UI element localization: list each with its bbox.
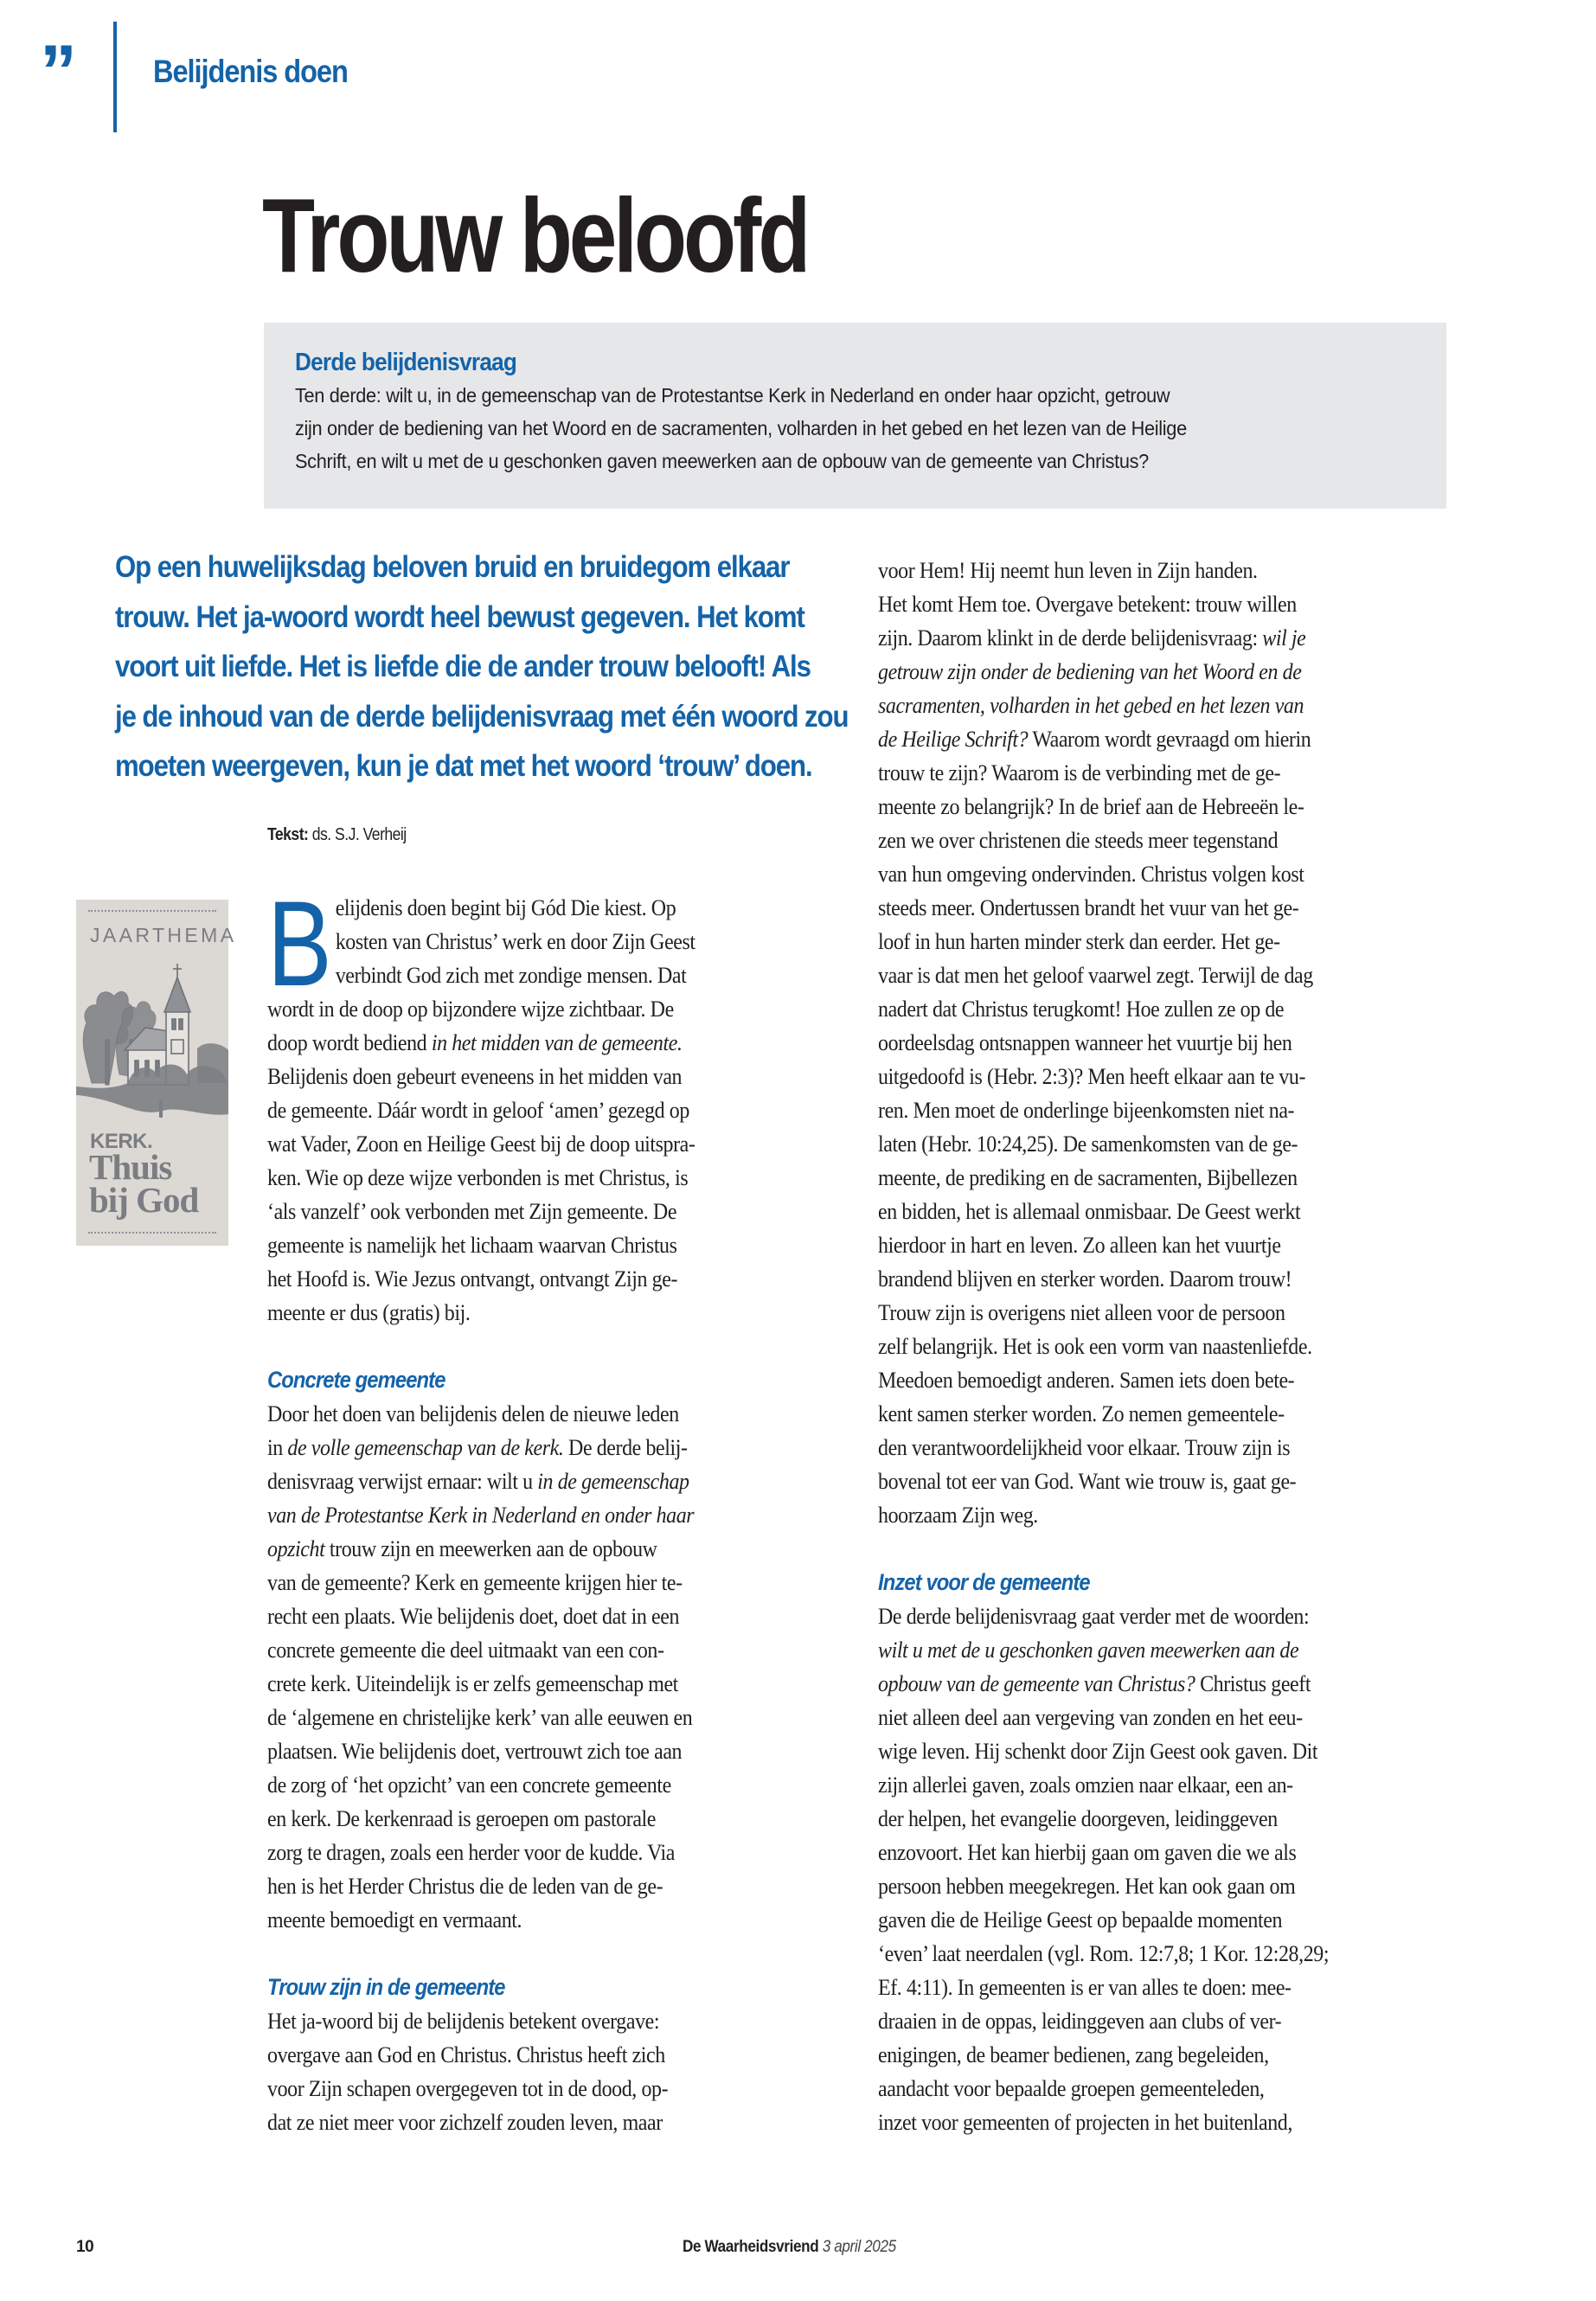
text-line <box>267 891 790 925</box>
text: trouw te zijn? Waarom is de verbinding met de ge- <box>878 760 1281 785</box>
jaarthema-thuis: Thuis <box>89 1147 172 1187</box>
text-line <box>267 1127 790 1161</box>
text-line <box>878 621 1401 655</box>
text-line <box>267 1869 790 1903</box>
paragraph <box>267 875 838 1330</box>
italic-text: in het midden van de gemeente. <box>431 1030 683 1055</box>
text-line <box>267 2072 790 2106</box>
intro-line: Op een huwelijksdag beloven bruid en bruidegom elkaar <box>115 550 790 584</box>
subheading-inzet: Inzet voor de gemeente <box>878 1569 1090 1595</box>
text-line <box>267 958 790 992</box>
text-line <box>878 824 1401 857</box>
text: oordeelsdag ontsnappen wanneer het vuurtje bij hen <box>878 1030 1292 1055</box>
text: concrete gemeente die deel uitmaakt van een con- <box>267 1638 664 1663</box>
text: zorg te dragen, zoals een herder voor de kudde. Via <box>267 1840 676 1865</box>
text-line <box>267 1161 790 1195</box>
text-line <box>878 2038 1401 2072</box>
text: plaatsen. Wie belijdenis doet, vertrouwt zich toe aan <box>267 1739 683 1764</box>
text: ken. Wie op deze wijze verbonden is met Christus, is <box>267 1165 689 1190</box>
text-line <box>878 1802 1401 1836</box>
text-line <box>878 1869 1401 1903</box>
text-line <box>878 1093 1401 1127</box>
text: kent samen sterker worden. Zo nemen gemeentele- <box>878 1401 1285 1426</box>
text: de gemeente. Dáár wordt in geloof ‘amen’ gezegd op <box>267 1098 689 1123</box>
question-box-heading: Derde belijdenisvraag <box>295 349 517 376</box>
italic-text: wil je <box>1262 625 1306 651</box>
page-number: 10 <box>76 2238 94 2256</box>
text-line <box>878 1026 1401 1060</box>
text: hoorzaam Zijn weg. <box>878 1503 1038 1528</box>
text-line <box>267 1802 790 1836</box>
text: Het ja-woord bij de belijdenis betekent overgave: <box>267 2009 660 2034</box>
publication-name: De Waarheidsvriend <box>683 2238 819 2256</box>
text: enigingen, de beamer bedienen, zang begeleiden, <box>878 2042 1269 2067</box>
text-line <box>878 2072 1401 2106</box>
text-line <box>878 1465 1401 1498</box>
text-line <box>878 925 1401 958</box>
text: recht een plaats. Wie belijdenis doet, doet dat in een <box>267 1604 680 1629</box>
text: Christus geeft <box>1195 1671 1311 1696</box>
jaarthema-bij-god: bij God <box>89 1180 199 1220</box>
text: voor Zijn schapen overgegeven tot in de dood, op- <box>267 2076 669 2101</box>
text-line <box>267 1566 790 1599</box>
text-line <box>267 1262 790 1296</box>
drop-cap: B <box>267 875 332 1011</box>
text: hen is het Herder Christus die de leden van de ge- <box>267 1874 663 1899</box>
text: loof in hun harten minder sterk dan eerder. Het ge- <box>878 929 1280 954</box>
text-line <box>878 992 1401 1026</box>
text-line <box>878 1431 1401 1465</box>
byline <box>267 825 407 845</box>
text: overgave aan God en Christus. Christus heeft zich <box>267 2042 665 2067</box>
text-line <box>267 1768 790 1802</box>
dotted-divider <box>88 910 216 912</box>
church-illustration-icon <box>76 953 228 1126</box>
text-line <box>878 1768 1401 1802</box>
text-line <box>878 1228 1401 1262</box>
text: meente bemoedigt en vermaant. <box>267 1907 522 1932</box>
text-line <box>878 1195 1401 1228</box>
text-line <box>878 1262 1401 1296</box>
text: Belijdenis doen gebeurt eveneens in het midden van <box>267 1064 683 1089</box>
text-line <box>878 1296 1401 1330</box>
text: ‘even’ laat neerdalen (vgl. Rom. 12:7,8; 1 Kor. 12:28,29; <box>878 1941 1330 1966</box>
text: de ‘algemene en christelijke kerk’ van alle eeuwen en <box>267 1705 693 1730</box>
text-line <box>267 1296 790 1330</box>
text-line <box>878 857 1401 891</box>
text: wat Vader, Zoon en Heilige Geest bij de doop uitspra- <box>267 1131 695 1157</box>
text-line <box>878 2004 1401 2038</box>
text: elijdenis doen begint bij Gód Die kiest. Op <box>335 895 676 920</box>
jaarthema-kerk: KERK. <box>90 1130 153 1153</box>
text-line <box>267 1431 790 1465</box>
text: enzovoort. Het kan hierbij gaan om gaven die we als <box>878 1840 1297 1865</box>
text: zijn allerlei gaven, zoals omzien naar elkaar, een an- <box>878 1772 1293 1798</box>
text-line <box>267 1060 790 1093</box>
text-line <box>267 2038 790 2072</box>
text: steeds meer. Ondertussen brandt het vuur van het ge- <box>878 895 1299 920</box>
intro-line: voort uit liefde. Het is liefde die de ander trouw belooft! Als <box>115 650 811 683</box>
header-divider <box>113 22 117 132</box>
body-column-right <box>878 554 1449 2139</box>
text-line <box>267 1836 790 1869</box>
text-line <box>878 1363 1401 1397</box>
paragraph <box>878 1599 1449 2139</box>
text-line <box>878 1330 1401 1363</box>
text: Waarom wordt gevraagd om hierin <box>1028 727 1311 752</box>
article-intro <box>115 542 854 792</box>
text: Trouw zijn is overigens niet alleen voor de persoon <box>878 1300 1285 1325</box>
italic-text: van de Protestantse Kerk in Nederland en onder haar <box>267 1503 695 1528</box>
text: De derde belij- <box>563 1435 688 1460</box>
text: meente zo belangrijk? In de brief aan de Hebreeën le- <box>878 794 1304 819</box>
text-line <box>878 958 1401 992</box>
italic-text: sacramenten, volharden in het gebed en het lezen van <box>878 693 1304 718</box>
text-line <box>878 689 1401 722</box>
question-box <box>264 323 1446 509</box>
text-line <box>878 1633 1401 1667</box>
text: uitgedoofd is (Hebr. 2:3)? Men heeft elkaar aan te vu- <box>878 1064 1306 1089</box>
text-line <box>267 1026 790 1060</box>
italic-text: de Heilige Schrift? <box>878 727 1029 752</box>
text-line <box>878 1060 1401 1093</box>
text-line <box>878 1734 1401 1768</box>
text: brandend blijven en sterker worden. Daarom trouw! <box>878 1266 1292 1292</box>
jaarthema-tagline <box>89 1147 199 1220</box>
text-line <box>878 1836 1401 1869</box>
text-line <box>267 1701 790 1734</box>
text: hierdoor in hart en leven. Zo alleen kan het vuurtje <box>878 1233 1281 1258</box>
byline-author: ds. S.J. Verheij <box>311 825 407 844</box>
text: Meedoen bemoedigt anderen. Samen iets doen bete- <box>878 1368 1295 1393</box>
text-line <box>878 1599 1401 1633</box>
paragraph <box>878 554 1449 1532</box>
text-line <box>267 1532 790 1566</box>
text-line <box>267 992 790 1026</box>
subheading-concrete-gemeente: Concrete gemeente <box>267 1367 445 1393</box>
text-line <box>267 1667 790 1701</box>
paragraph <box>267 1397 838 1937</box>
text: gemeente is namelijk het lichaam waarvan Christus <box>267 1233 677 1258</box>
text-line <box>267 1093 790 1127</box>
text-line <box>878 1903 1401 1937</box>
text: wige leven. Hij schenkt door Zijn Geest ook gaven. Dit <box>878 1739 1318 1764</box>
text: aandacht voor bepaalde groepen gemeenteleden, <box>878 2076 1265 2101</box>
question-box-line: Ten derde: wilt u, in de gemeenschap van de Protestantse Kerk in Nederland en onder haar opzicht, getrouw <box>295 384 1170 407</box>
text: in <box>267 1435 288 1460</box>
text: en bidden, het is allemaal onmisbaar. De Geest werkt <box>878 1199 1301 1224</box>
text: gaven die de Heilige Geest op bepaalde momenten <box>878 1907 1283 1932</box>
text-line <box>267 925 790 958</box>
text-line <box>878 790 1401 824</box>
text-line <box>878 1667 1401 1701</box>
text: dat ze niet meer voor zichzelf zouden leven, maar <box>267 2110 663 2135</box>
jaarthema-label: JAARTHEMA <box>90 924 237 946</box>
dotted-divider <box>88 1232 216 1234</box>
italic-text: opzicht <box>267 1536 325 1561</box>
text: het Hoofd is. Wie Jezus ontvangt, ontvangt Zijn ge- <box>267 1266 678 1292</box>
body-column-left <box>267 875 838 2139</box>
text-line <box>878 2106 1401 2139</box>
italic-text: wilt u met de u geschonken gaven meewerken aan de <box>878 1638 1299 1663</box>
text: verbindt God zich met zondige mensen. Dat <box>335 963 687 988</box>
quote-icon: ” <box>40 30 72 113</box>
subheading-trouw-zijn: Trouw zijn in de gemeente <box>267 1974 505 2000</box>
text: inzet voor gemeenten of projecten in het buitenland, <box>878 2110 1292 2135</box>
italic-text: opbouw van de gemeente van Christus? <box>878 1671 1195 1696</box>
text: zijn. Daarom klinkt in de derde belijdenisvraag: <box>878 625 1263 651</box>
text-line <box>878 891 1401 925</box>
text-line <box>878 1937 1401 1971</box>
text: persoon hebben meegekregen. Het kan ook gaan om <box>878 1874 1296 1899</box>
text-line <box>878 722 1401 756</box>
text: draaien in de oppas, leidinggeven aan clubs of ver- <box>878 2009 1282 2034</box>
text-line <box>878 655 1401 689</box>
text-line <box>267 1734 790 1768</box>
text: kosten van Christus’ werk en door Zijn Geest <box>335 929 695 954</box>
text: ren. Men moet de onderlinge bijeenkomsten niet na- <box>878 1098 1295 1123</box>
italic-text: in de gemeenschap <box>537 1469 689 1494</box>
byline-label: Tekst: <box>267 825 309 844</box>
text: de zorg of ‘het opzicht’ van een concrete gemeente <box>267 1772 671 1798</box>
intro-line: moeten weergeven, kun je dat met het woord ‘trouw’ doen. <box>115 749 812 783</box>
text: Het komt Hem toe. Overgave betekent: trouw willen <box>878 592 1297 617</box>
text-line <box>267 2106 790 2139</box>
text-line <box>267 1397 790 1431</box>
text-line <box>878 1161 1401 1195</box>
text: voor Hem! Hij neemt hun leven in Zijn handen. <box>878 558 1258 583</box>
text: den verantwoordelijkheid voor elkaar. Trouw zijn is <box>878 1435 1291 1460</box>
text-line <box>267 2004 790 2038</box>
text: zelf belangrijk. Het is ook een vorm van naastenliefde. <box>878 1334 1312 1359</box>
text: nadert dat Christus terugkomt! Hoe zullen ze op de <box>878 997 1285 1022</box>
paragraph <box>267 2004 838 2139</box>
text: denisvraag verwijst ernaar: wilt u <box>267 1469 538 1494</box>
text-line <box>267 1498 790 1532</box>
text: wordt in de doop op bijzondere wijze zichtbaar. De <box>267 997 674 1022</box>
text: meente er dus (gratis) bij. <box>267 1300 471 1325</box>
text-line <box>878 1971 1401 2004</box>
text: ‘als vanzelf’ ook verbonden met Zijn gemeente. De <box>267 1199 677 1224</box>
jaarthema-badge <box>76 900 237 1246</box>
text: bovenal tot eer van God. Want wie trouw is, gaat ge- <box>878 1469 1297 1494</box>
italic-text: de volle gemeenschap van de kerk. <box>287 1435 564 1460</box>
text-line <box>267 1599 790 1633</box>
text: meente, de prediking en de sacramenten, Bijbellezen <box>878 1165 1298 1190</box>
publication-date: 3 april 2025 <box>822 2238 896 2256</box>
text: vaar is dat men het geloof vaarwel zegt. Terwijl de dag <box>878 963 1313 988</box>
text: crete kerk. Uiteindelijk is er zelfs gemeenschap met <box>267 1671 678 1696</box>
italic-text: getrouw zijn onder de bediening van het Woord en de <box>878 659 1302 684</box>
text-line <box>878 554 1401 587</box>
text: van de gemeente? Kerk en gemeente krijgen hier te- <box>267 1570 683 1595</box>
text: en kerk. De kerkenraad is geroepen om pastorale <box>267 1806 657 1831</box>
text: van hun omgeving ondervinden. Christus volgen kost <box>878 862 1304 887</box>
text: zen we over christenen die steeds meer tegenstand <box>878 828 1279 853</box>
text: Ef. 4:11). In gemeenten is er van alles te doen: mee- <box>878 1975 1292 2000</box>
section-label: Belijdenis doen <box>153 54 348 89</box>
text: De derde belijdenisvraag gaat verder met de woorden: <box>878 1604 1310 1629</box>
intro-line: je de inhoud van de derde belijdenisvraag met één woord zou <box>115 699 849 734</box>
text-line <box>878 756 1401 790</box>
text: Door het doen van belijdenis delen de nieuwe leden <box>267 1401 679 1426</box>
text: doop wordt bediend <box>267 1030 432 1055</box>
text: der helpen, het evangelie doorgeven, leidinggeven <box>878 1806 1278 1831</box>
footer-publication <box>683 2238 896 2257</box>
text: trouw zijn en meewerken aan de opbouw <box>324 1536 657 1561</box>
text-line <box>267 1465 790 1498</box>
text: niet alleen deel aan vergeving van zonden en het eeu- <box>878 1705 1303 1730</box>
text-line <box>878 1127 1401 1161</box>
question-box-line: zijn onder de bediening van het Woord en de sacramenten, volharden in het gebed en het lezen van de Heilige <box>295 417 1187 439</box>
text-line <box>878 1701 1401 1734</box>
text-line <box>878 587 1401 621</box>
question-box-line: Schrift, en wilt u met de u geschonken gaven meewerken aan de opbouw van de gemeente van Christus? <box>295 450 1149 472</box>
text-line <box>267 1903 790 1937</box>
text-line <box>267 1195 790 1228</box>
text-line <box>878 1397 1401 1431</box>
text-line <box>267 1228 790 1262</box>
text-line <box>878 1498 1401 1532</box>
article-title: Trouw beloofd <box>262 176 808 294</box>
text: laten (Hebr. 10:24,25). De samenkomsten van de ge- <box>878 1131 1298 1157</box>
text-line <box>267 1633 790 1667</box>
question-box-text <box>295 379 1415 478</box>
intro-line: trouw. Het ja-woord wordt heel bewust gegeven. Het komt <box>115 599 804 634</box>
